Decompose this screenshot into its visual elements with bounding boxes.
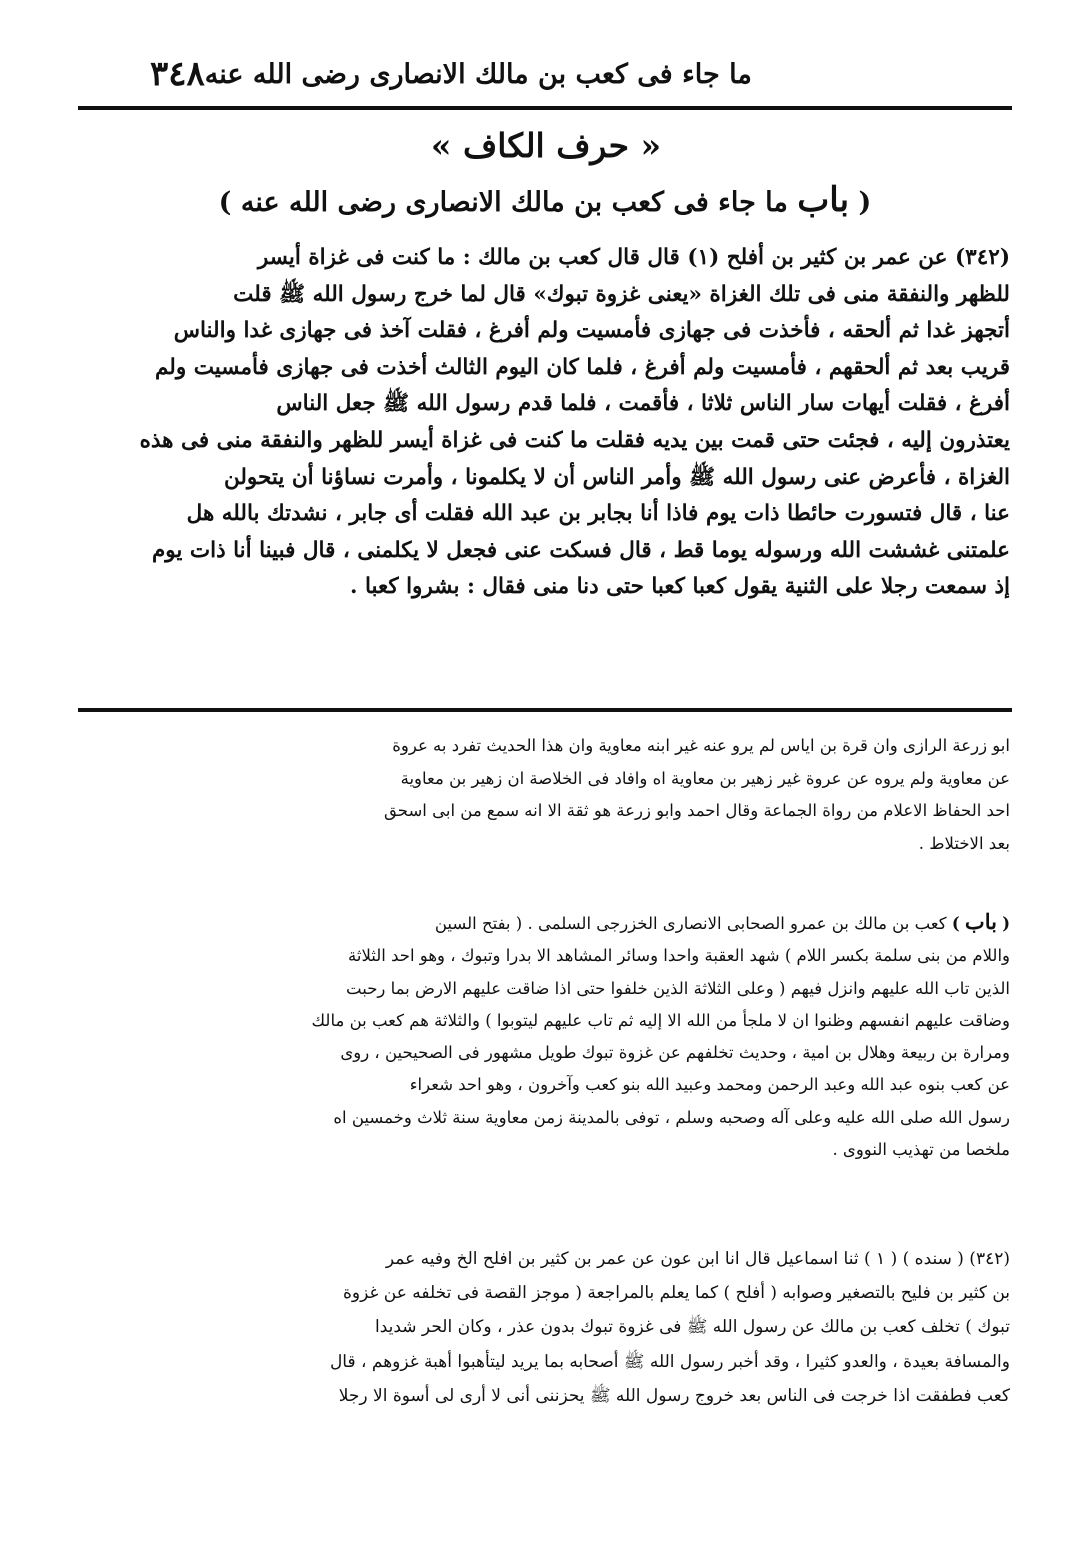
text-line: (٣٤٢) عن عمر بن كثير بن أفلح (١) قال قال كعب بن مالك : ما كنت فى غزاة أيسر <box>257 245 1010 270</box>
text-line: عنا ، قال فتسورت حائطا ذات يوم فاذا أنا بجابر بن عبد الله فقلت أى جابر ، نشدتك بالله هل <box>186 501 1010 527</box>
text-line: يعتذرون إليه ، فجئت حتى قمت بين يديه فقلت ما كنت فى غزاة أيسر للظهر والنفقة منى فى هذه <box>139 427 1010 453</box>
note-line: الذين تاب الله عليهم وانزل فيهم ( وعلى الثلاثة الذين خلفوا حتى اذا ضاقت عليهم الارض بما رحبت <box>346 978 1010 998</box>
section-heading: « حرف الكاف » <box>430 126 662 165</box>
running-header <box>80 52 1010 96</box>
note-close-paren: ) <box>951 914 960 933</box>
note-line: تبوك ) تخلف كعب بن مالك عن رسول الله ﷺ فى غزوة تبوك بدون عذر ، وكان الحر شديدا <box>374 1317 1010 1338</box>
text-line: للظهر والنفقة منى فى تلك الغزاة «يعنى غزوة تبوك» قال لما خرج رسول الله ﷺ قلت <box>233 281 1010 307</box>
note-line: كعب فطفقت اذا خرجت فى الناس بعد خروج رسول الله ﷺ يحزننى أنى لا أرى لى أسوة الا رجلا <box>338 1385 1010 1406</box>
note-line: ومرارة بن ربيعة وهلال بن امية ، وحديث تخلفهم عن غزوة تبوك طويل مشهور فى الصحيحين ، روى <box>340 1043 1010 1063</box>
note-line: والمسافة بعيدة ، والعدو كثيرا ، وقد أخبر رسول الله ﷺ أصحابه بما يريد ليتأهبوا أهبة غزوهم ، قال <box>329 1351 1010 1372</box>
chapter-heading <box>80 180 1010 220</box>
footnote-bab-biography <box>94 906 1010 1166</box>
running-title: ما جاء فى كعب بن مالك الانصارى رضى الله عنه <box>204 58 752 90</box>
note-line: رسول الله صلى الله عليه وعلى آله وصحبه وسلم ، توفى بالمدينة زمن معاوية سنة ثلاث وخمسين اه <box>333 1107 1010 1127</box>
chapter-close-paren: ) <box>218 187 232 218</box>
chapter-bab-label: باب <box>797 180 850 220</box>
note-line: بعد الاختلاط . <box>918 833 1010 853</box>
text-line: قريب بعد ثم ألحقهم ، فأمسيت ولم أفرغ ، فلما كان اليوم الثالث أخذت فى جهازى فأمسيت ولم <box>154 354 1010 380</box>
hadith-text <box>94 240 1010 606</box>
note-line <box>94 906 1010 940</box>
note-line: عن كعب بنوه عبد الله وعبد الرحمن ومحمد وعبيد الله بنو كعب وآخرون ، وهو احد شعراء <box>409 1075 1010 1095</box>
page-number: ٣٤٨ <box>150 54 205 94</box>
footnote-continuation <box>94 730 1010 860</box>
footnote-rule <box>78 708 1012 712</box>
note-line: (٣٤٢) ( سنده ) ( ١ ) ثنا اسماعيل قال انا ابن عون عن عمر بن كثير بن افلح الخ وفيه عمر <box>385 1249 1010 1269</box>
text-line: علمتنى غششت الله ورسوله يوما قط ، قال فسكت عنى فجعل لا يكلمنى ، قال فبينا أنا ذات يوم <box>151 537 1010 563</box>
note-bab-label: باب <box>964 909 997 934</box>
chapter-title: ما جاء فى كعب بن مالك الانصارى رضى الله عنه <box>240 187 788 218</box>
text-line: أفرغ ، فقلت أيهات سار الناس ثلاثا ، فأقمت ، فلما قدم رسول الله ﷺ جعل الناس <box>276 391 1010 417</box>
note-line: واللام من بنى سلمة بكسر اللام ) شهد العقبة واحدا وسائر المشاهد الا بدرا وتبوك ، وهو احد الثلاثة <box>348 946 1010 966</box>
note-line: بن كثير بن فليح بالتصغير وصوابه ( أفلح ) كما يعلم بالمراجعة ( موجز القصة فى تخلفه عن غزوة <box>343 1283 1010 1304</box>
note-line-text: كعب بن مالك بن عمرو الصحابى الانصارى الخزرجى السلمى . ( بفتح السين <box>434 914 947 933</box>
chapter-open-paren: ( <box>858 187 872 218</box>
text-line: إذ سمعت رجلا على الثنية يقول كعبا كعبا حتى دنا منى فقال : بشروا كعبا . <box>349 574 1010 600</box>
note-open-paren: ( <box>1002 914 1010 933</box>
note-line: ملخصا من تهذيب النووى . <box>832 1140 1010 1160</box>
note-line: ابو زرعة الرازى وان قرة بن اياس لم يرو عنه غير ابنه معاوية وان هذا الحديث تفرد به عروة <box>392 736 1010 755</box>
text-line: الغزاة ، فأعرض عنى رسول الله ﷺ وأمر الناس أن لا يكلمونا ، وأمرت نساؤنا أن يتحولن <box>223 464 1010 490</box>
note-line: عن معاوية ولم يروه عن عروة غير زهير بن معاوية اه وافاد فى الخلاصة ان زهير بن معاوية <box>400 768 1010 788</box>
note-line: وضاقت عليهم انفسهم وظنوا ان لا ملجأ من الله الا إليه ثم تاب عليهم ليتوبوا ) والثلاثة هم كعب بن مالك <box>311 1010 1010 1030</box>
footnote-sanad <box>94 1242 1010 1413</box>
note-line: احد الحفاظ الاعلام من رواة الجماعة وقال احمد وابو زرعة هو ثقة الا انه سمع من ابى اسحق <box>384 801 1010 820</box>
header-rule <box>78 106 1012 110</box>
text-line: أتجهز غدا ثم ألحقه ، فأخذت فى جهازى فأمسيت ولم أفرغ ، فقلت آخذ فى جهازى غدا والناس <box>173 318 1010 344</box>
